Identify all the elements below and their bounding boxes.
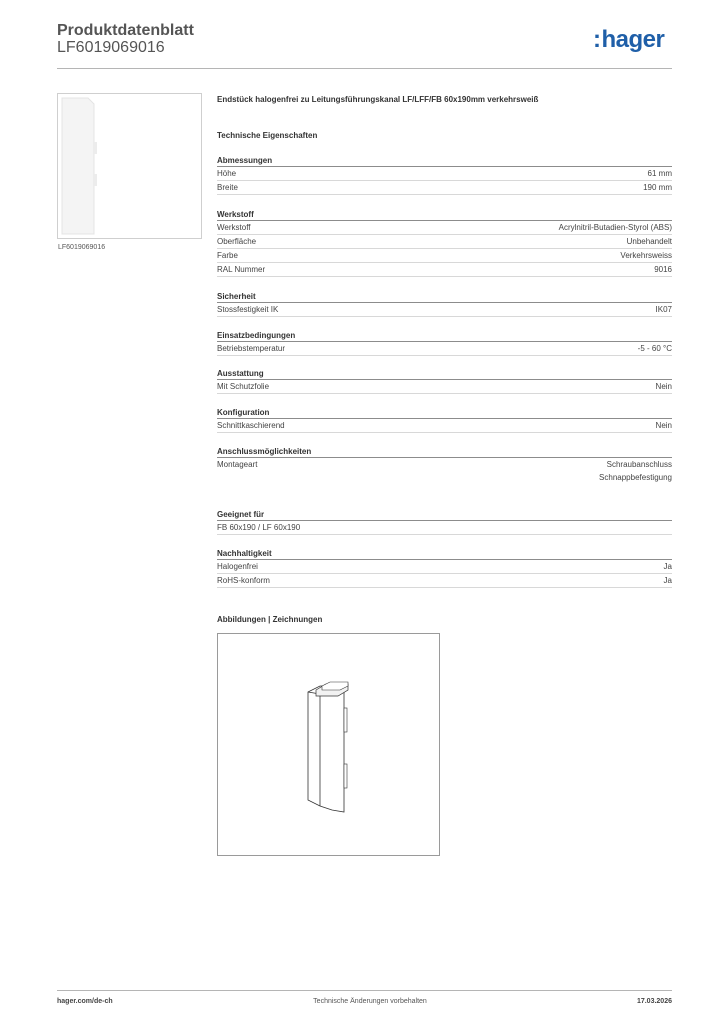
- spec-value: Ja: [663, 576, 672, 585]
- section-geeignet-fuer: [217, 509, 672, 535]
- section-ausstattung: [217, 368, 672, 394]
- spec-label: Betriebstemperatur: [217, 344, 286, 353]
- spec-label: Schnittkaschierend: [217, 421, 285, 430]
- spec-value-line: Schnappbefestigung: [599, 473, 672, 482]
- technical-drawing: [217, 633, 440, 856]
- section-nachhaltigkeit: [217, 548, 672, 588]
- spec-row: [217, 458, 672, 484]
- section-werkstoff: [217, 209, 672, 277]
- footer-divider: [57, 990, 672, 991]
- spec-row: [217, 235, 672, 249]
- spec-label: Mit Schutzfolie: [217, 382, 270, 391]
- drawings-heading: Abbildungen | Zeichnungen: [217, 615, 323, 624]
- spec-row: [217, 560, 672, 574]
- spec-value: Verkehrsweiss: [620, 251, 672, 260]
- thumbnail-caption: LF6019069016: [58, 244, 106, 251]
- section-title: Ausstattung: [217, 368, 672, 380]
- spec-label: RAL Nummer: [217, 265, 266, 274]
- spec-label: Oberfläche: [217, 237, 257, 246]
- spec-row: [217, 419, 672, 433]
- spec-value: Unbehandelt: [626, 237, 672, 246]
- spec-row: [217, 303, 672, 317]
- page-title: Produktdatenblatt: [57, 22, 194, 39]
- spec-row: [217, 167, 672, 181]
- header-divider: [57, 68, 672, 69]
- spec-value: Ja: [663, 562, 672, 571]
- spec-value: 61 mm: [647, 169, 672, 178]
- spec-value: 190 mm: [643, 183, 672, 192]
- spec-row: [217, 342, 672, 356]
- spec-label: Montageart: [217, 460, 258, 469]
- spec-label: Farbe: [217, 251, 238, 260]
- product-description: Endstück halogenfrei zu Leitungsführungskanal LF/LFF/FB 60x190mm verkehrsweiß: [217, 95, 539, 104]
- spec-value-line: Schraubanschluss: [606, 460, 672, 469]
- spec-value: Nein: [655, 421, 672, 430]
- section-title: Werkstoff: [217, 209, 672, 221]
- spec-label: RoHS-konform: [217, 576, 270, 585]
- spec-value: Nein: [655, 382, 672, 391]
- footer-date: 17.03.2026: [636, 998, 672, 1005]
- section-title: Geeignet für: [217, 509, 672, 521]
- spec-row: [217, 263, 672, 277]
- section-einsatzbedingungen: [217, 330, 672, 356]
- technical-properties-heading: Technische Eigenschaften: [217, 131, 318, 140]
- spec-value: 9016: [654, 265, 672, 274]
- footer-website-link[interactable]: hager.com/de-ch: [57, 998, 113, 1005]
- spec-label: Breite: [217, 183, 238, 192]
- spec-label: Stossfestigkeit IK: [217, 305, 279, 314]
- footer-notice: Technische Änderungen vorbehalten: [313, 998, 427, 1005]
- spec-value: -5 - 60 °C: [637, 344, 672, 353]
- spec-value: [599, 458, 672, 484]
- logo-text: hager: [601, 26, 665, 53]
- section-konfiguration: [217, 407, 672, 433]
- spec-row: [217, 181, 672, 195]
- spec-label: Halogenfrei: [217, 562, 258, 571]
- section-title: Konfiguration: [217, 407, 672, 419]
- end-cap-drawing: [218, 634, 439, 855]
- spec-label: FB 60x190 / LF 60x190: [217, 523, 301, 532]
- spec-row: [217, 221, 672, 235]
- hager-logo: :hager: [593, 26, 665, 53]
- product-thumbnail: [57, 93, 202, 239]
- spec-value: Acrylnitril-Butadien-Styrol (ABS): [558, 223, 672, 232]
- spec-row: [217, 380, 672, 394]
- section-title: Abmessungen: [217, 155, 672, 167]
- spec-label: Werkstoff: [217, 223, 251, 232]
- section-title: Einsatzbedingungen: [217, 330, 672, 342]
- product-image: [58, 94, 201, 238]
- section-title: Anschlussmöglichkeiten: [217, 446, 672, 458]
- spec-row: [217, 574, 672, 588]
- article-number: LF6019069016: [57, 39, 165, 56]
- spec-row: [217, 249, 672, 263]
- section-abmessungen: [217, 155, 672, 195]
- spec-value: IK07: [655, 305, 672, 314]
- section-title: Nachhaltigkeit: [217, 548, 672, 560]
- section-sicherheit: [217, 291, 672, 317]
- section-anschlussmoeglichkeiten: [217, 446, 672, 484]
- section-title: Sicherheit: [217, 291, 672, 303]
- spec-label: Höhe: [217, 169, 237, 178]
- spec-row: [217, 521, 672, 535]
